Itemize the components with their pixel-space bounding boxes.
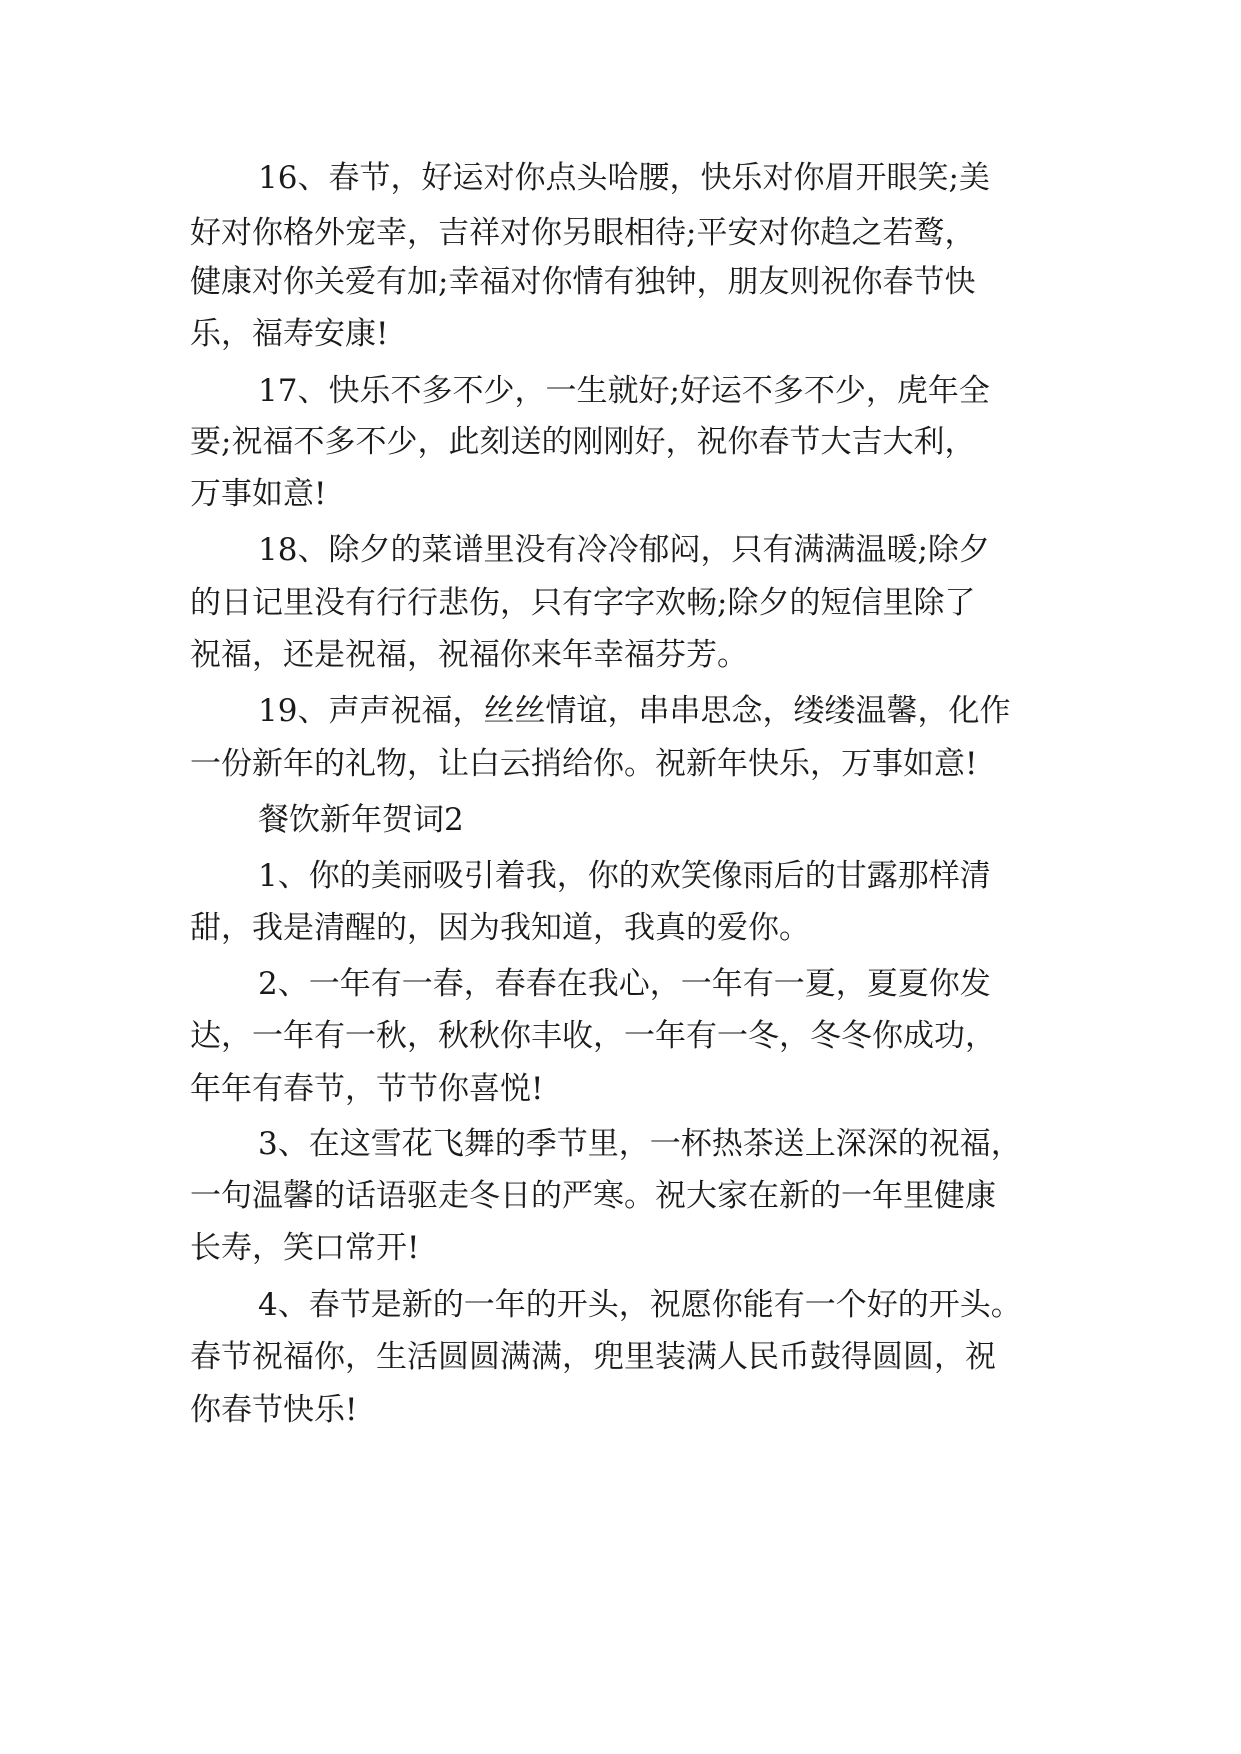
- text-line: 16、春节，好运对你点头哈腰，快乐对你眉开眼笑;美: [258, 160, 990, 196]
- section-heading: 餐饮新年贺词2: [258, 802, 464, 838]
- text-line: 春节祝福你，生活圆圆满满，兜里装满人民币鼓得圆圆，祝: [190, 1339, 996, 1375]
- text-line: 万事如意!: [190, 476, 327, 512]
- text-line: 年年有春节，节节你喜悦!: [190, 1071, 544, 1107]
- text-line: 甜，我是清醒的，因为我知道，我真的爱你。: [190, 910, 810, 946]
- text-line: 一句温馨的话语驱走冬日的严寒。祝大家在新的一年里健康: [190, 1178, 996, 1214]
- text-line: 乐，福寿安康!: [190, 316, 389, 352]
- text-line: 祝福，还是祝福，祝福你来年幸福芬芳。: [190, 637, 748, 673]
- text-line: 19、声声祝福，丝丝情谊，串串思念，缕缕温馨，化作: [258, 693, 1011, 729]
- text-line: 4、春节是新的一年的开头，祝愿你能有一个好的开头。: [258, 1287, 1022, 1323]
- text-line: 2、一年有一春，春春在我心，一年有一夏，夏夏你发: [258, 966, 991, 1002]
- text-line: 你春节快乐!: [190, 1392, 358, 1428]
- text-line: 17、快乐不多不少，一生就好;好运不多不少，虎年全: [258, 373, 990, 409]
- text-line: 一份新年的礼物，让白云捎给你。祝新年快乐，万事如意!: [190, 746, 978, 782]
- text-line: 健康对你关爱有加;幸福对你情有独钟，朋友则祝你春节快: [190, 264, 976, 300]
- text-line: 3、在这雪花飞舞的季节里，一杯热茶送上深深的祝福，: [258, 1126, 1022, 1162]
- text-line: 好对你格外宠幸，吉祥对你另眼相待;平安对你趋之若鹜，: [190, 215, 976, 251]
- text-line: 长寿，笑口常开!: [190, 1230, 420, 1266]
- text-line: 要;祝福不多不少，此刻送的刚刚好，祝你春节大吉大利，: [190, 424, 976, 460]
- text-line: 18、除夕的菜谱里没有冷冷郁闷，只有满满温暖;除夕: [258, 532, 990, 568]
- text-line: 1、你的美丽吸引着我，你的欢笑像雨后的甘露那样清: [258, 858, 991, 894]
- text-line: 达，一年有一秋，秋秋你丰收，一年有一冬，冬冬你成功，: [190, 1018, 996, 1054]
- text-line: 的日记里没有行行悲伤，只有字字欢畅;除夕的短信里除了: [190, 585, 976, 621]
